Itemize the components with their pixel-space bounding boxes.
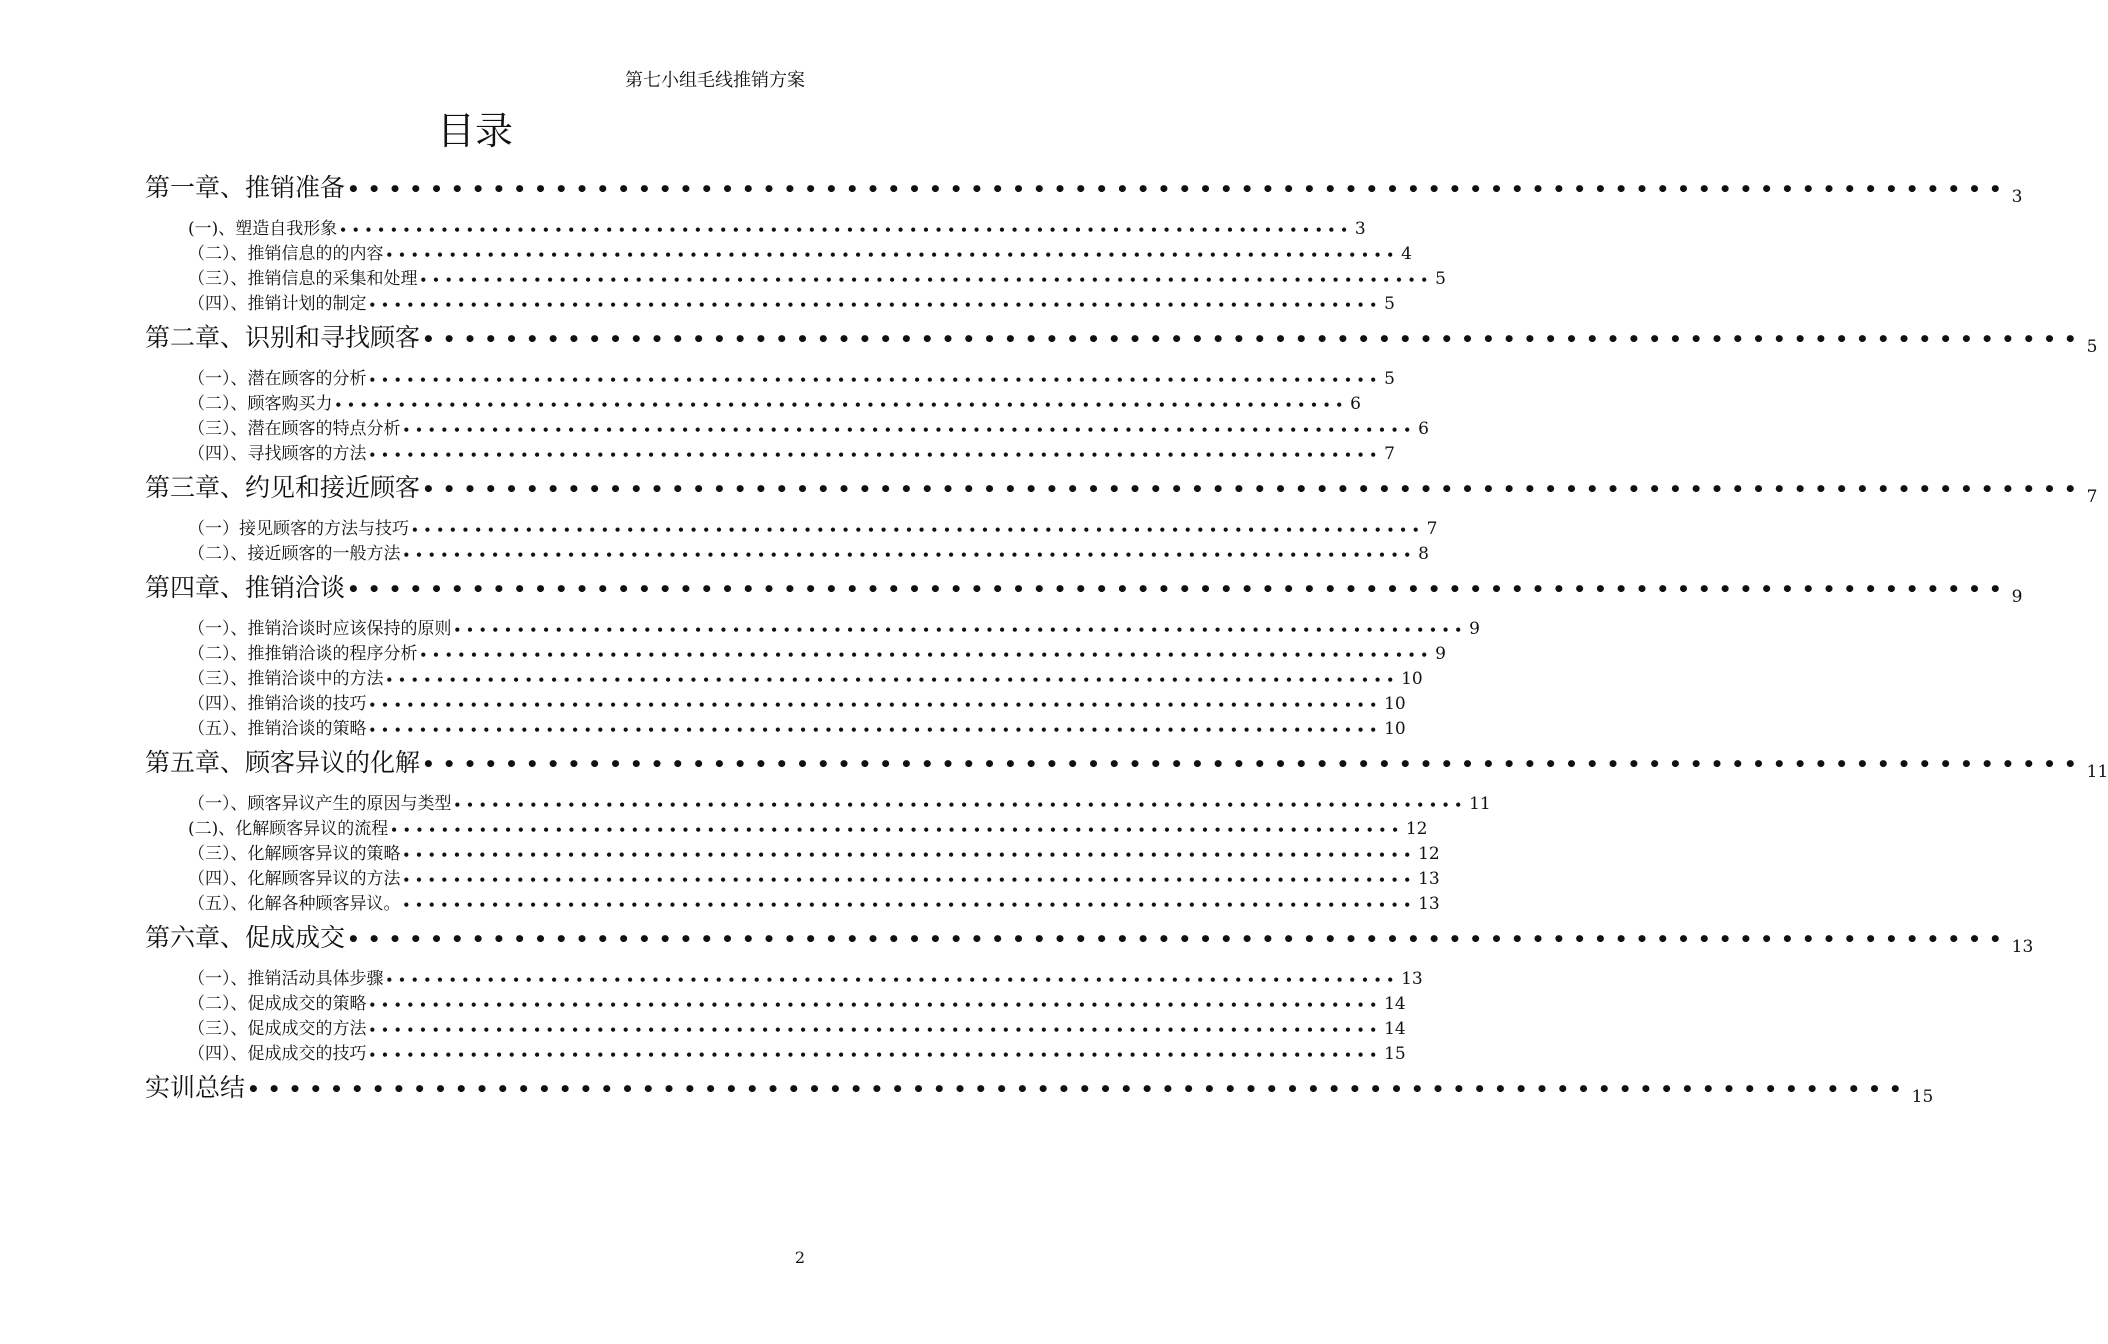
toc-chapter-entry[interactable]: [145, 468, 2098, 507]
toc-leader-dots: ••••••••••••••••••••••••••••••••••••••••••••••••••••••••••••••••••••••••••••••••: [422, 477, 2085, 501]
toc-section-entry[interactable]: [188, 539, 1429, 564]
toc-entry-page: 7: [2086, 487, 2098, 507]
toc-entry-label: （二）、推推销洽谈的程序分析: [188, 644, 418, 664]
toc-leader-dots: ••••••••••••••••••••••••••••••••••••••••••••••••••••••••••••••••••••••••••••••••: [402, 898, 1417, 912]
toc-leader-dots: ••••••••••••••••••••••••••••••••••••••••••••••••••••••••••••••••••••••••••••••••: [385, 973, 1400, 987]
toc-entry-label: （四）、推销计划的制定: [188, 294, 367, 314]
toc-entry-page: 7: [1426, 519, 1438, 539]
toc-entry-page: 4: [1401, 244, 1412, 264]
toc-entry-label: 实训总结: [145, 1073, 246, 1102]
toc-section-entry[interactable]: [188, 439, 1395, 464]
toc-leader-dots: ••••••••••••••••••••••••••••••••••••••••••••••••••••••••••••••••••••••••••••••••: [368, 723, 1383, 737]
toc-leader-dots: ••••••••••••••••••••••••••••••••••••••••••••••••••••••••••••••••••••••••••••••••: [368, 298, 1383, 312]
toc-entry-page: 11: [2086, 762, 2108, 782]
toc-entry-label: 第六章、促成成交: [145, 923, 346, 952]
toc-entry-page: 8: [1418, 544, 1429, 564]
toc-section-entry[interactable]: [188, 789, 1491, 814]
toc-leader-dots: ••••••••••••••••••••••••••••••••••••••••••••••••••••••••••••••••••••••••••••••••: [347, 177, 2010, 201]
toc-section-entry[interactable]: [188, 989, 1406, 1014]
toc-entry-page: 9: [1469, 619, 1480, 639]
toc-entry-label: （二）、促成成交的策略: [188, 994, 367, 1014]
toc-section-entry[interactable]: [188, 889, 1440, 914]
toc-entry-label: （五）、化解各种顾客异议。: [188, 894, 401, 914]
toc-leader-dots: ••••••••••••••••••••••••••••••••••••••••••••••••••••••••••••••••••••••••••••••••: [402, 548, 1417, 562]
toc-section-entry[interactable]: [188, 664, 1423, 689]
toc-entry-page: 12: [1418, 844, 1440, 864]
toc-section-entry[interactable]: [188, 1014, 1406, 1039]
toc-entry-page: 5: [1384, 294, 1395, 314]
toc-entry-page: 10: [1401, 669, 1423, 689]
toc-entry-label: （一）、潜在顾客的分析: [188, 369, 367, 389]
toc-leader-dots: ••••••••••••••••••••••••••••••••••••••••••••••••••••••••••••••••••••••••••••••••: [368, 373, 1383, 387]
toc-entry-page: 3: [2011, 187, 2023, 207]
toc-leader-dots: ••••••••••••••••••••••••••••••••••••••••••••••••••••••••••••••••••••••••••••••••: [368, 1023, 1383, 1037]
running-header: 第七小组毛线推销方案: [625, 70, 805, 91]
toc-entry-label: （五）、推销洽谈的策略: [188, 719, 367, 739]
toc-leader-dots: ••••••••••••••••••••••••••••••••••••••••••••••••••••••••••••••••••••••••••••••••: [422, 327, 2085, 351]
toc-entry-page: 7: [1384, 444, 1395, 464]
toc-section-entry[interactable]: [188, 239, 1412, 264]
toc-leader-dots: ••••••••••••••••••••••••••••••••••••••••••••••••••••••••••••••••••••••••••••••••: [402, 423, 1417, 437]
toc-entry-page: 14: [1384, 1019, 1406, 1039]
toc-entry-page: 5: [1435, 269, 1446, 289]
toc-entry-page: 10: [1384, 719, 1406, 739]
toc-entry-label: （二）、接近顾客的一般方法: [188, 544, 401, 564]
toc-entry-label: （一）、推销洽谈时应该保持的原则: [188, 619, 452, 639]
toc-leader-dots: ••••••••••••••••••••••••••••••••••••••••••••••••••••••••••••••••••••••••••••••••: [390, 823, 1404, 837]
toc-entry-page: 15: [1384, 1044, 1406, 1064]
toc-section-entry[interactable]: [188, 289, 1395, 314]
toc-entry-label: （三）、潜在顾客的特点分析: [188, 419, 401, 439]
toc-entry-label: 第三章、约见和接近顾客: [145, 473, 421, 502]
toc-entry-page: 13: [2011, 937, 2034, 957]
toc-section-entry[interactable]: [188, 689, 1406, 714]
toc-chapter-entry[interactable]: [145, 318, 2098, 357]
toc-entry-label: （一）、推销活动具体步骤: [188, 969, 384, 989]
toc-leader-dots: ••••••••••••••••••••••••••••••••••••••••••••••••••••••••••••••••••••••••••••••••: [453, 798, 1468, 812]
toc-entry-label: (二)、化解顾客异议的流程: [188, 819, 389, 839]
toc-section-entry[interactable]: [188, 389, 1361, 414]
toc-entry-label: （三）、推销洽谈中的方法: [188, 669, 384, 689]
toc-entry-label: （四）、促成成交的技巧: [188, 1044, 367, 1064]
toc-entry-page: 13: [1401, 969, 1423, 989]
toc-entry-label: （三）、促成成交的方法: [188, 1019, 367, 1039]
toc-entry-label: （四）、推销洽谈的技巧: [188, 694, 367, 714]
toc-leader-dots: ••••••••••••••••••••••••••••••••••••••••••••••••••••••••••••••••••••••••••••••••: [422, 752, 2085, 776]
toc-entry-page: 5: [1384, 369, 1395, 389]
toc-entry-page: 5: [2086, 337, 2098, 357]
toc-entry-page: 15: [1911, 1087, 1934, 1107]
toc-entry-label: 第四章、推销洽谈: [145, 573, 346, 602]
toc-leader-dots: ••••••••••••••••••••••••••••••••••••••••••••••••••••••••••••••••••••••••••••••••: [368, 448, 1383, 462]
toc-entry-label: （一）接见顾客的方法与技巧: [188, 519, 409, 539]
toc-entry-label: （二）、推销信息的的内容: [188, 244, 384, 264]
page-title: 目录: [436, 109, 513, 153]
toc-chapter-entry[interactable]: [145, 918, 2034, 957]
toc-leader-dots: ••••••••••••••••••••••••••••••••••••••••••••••••••••••••••••••••••••••••••••••••: [402, 873, 1417, 887]
toc-section-entry[interactable]: [188, 364, 1395, 389]
toc-chapter-entry[interactable]: [145, 568, 2023, 607]
toc-entry-label: （三）、化解顾客异议的策略: [188, 844, 401, 864]
toc-entry-page: 11: [1469, 794, 1491, 814]
toc-section-entry[interactable]: [188, 814, 1428, 839]
toc-entry-page: 6: [1418, 419, 1429, 439]
toc-section-entry[interactable]: [188, 839, 1440, 864]
toc-entry-label: （四）、化解顾客异议的方法: [188, 869, 401, 889]
toc-section-entry[interactable]: [188, 614, 1480, 639]
toc-leader-dots: ••••••••••••••••••••••••••••••••••••••••••••••••••••••••••••••••••••••••••••••••: [347, 927, 2010, 951]
toc-section-entry[interactable]: [188, 214, 1366, 239]
toc-entry-label: （四）、寻找顾客的方法: [188, 444, 367, 464]
toc-leader-dots: ••••••••••••••••••••••••••••••••••••••••••••••••••••••••••••••••••••••••••••••••: [247, 1077, 1910, 1101]
toc-chapter-entry[interactable]: [145, 168, 2023, 207]
toc-leader-dots: ••••••••••••••••••••••••••••••••••••••••••••••••••••••••••••••••••••••••••••••••: [419, 273, 1434, 287]
toc-section-entry[interactable]: [188, 414, 1429, 439]
toc-entry-label: （一）、顾客异议产生的原因与类型: [188, 794, 452, 814]
toc-section-entry[interactable]: [188, 639, 1446, 664]
toc-chapter-entry[interactable]: [145, 1068, 1934, 1107]
toc-entry-page: 13: [1418, 894, 1440, 914]
toc-leader-dots: ••••••••••••••••••••••••••••••••••••••••••••••••••••••••••••••••••••••••••••••••: [385, 248, 1400, 262]
toc-leader-dots: ••••••••••••••••••••••••••••••••••••••••••••••••••••••••••••••••••••••••••••••••: [419, 648, 1434, 662]
toc-leader-dots: ••••••••••••••••••••••••••••••••••••••••••••••••••••••••••••••••••••••••••••••••: [339, 223, 1353, 237]
toc-entry-page: 14: [1384, 994, 1406, 1014]
toc-section-entry[interactable]: [188, 264, 1446, 289]
toc-entry-page: 6: [1350, 394, 1361, 414]
toc-section-entry[interactable]: [188, 964, 1423, 989]
toc-entry-label: （三）、推销信息的采集和处理: [188, 269, 418, 289]
toc-entry-label: 第一章、推销准备: [145, 173, 346, 202]
toc-leader-dots: ••••••••••••••••••••••••••••••••••••••••••••••••••••••••••••••••••••••••••••••••: [402, 848, 1417, 862]
toc-leader-dots: ••••••••••••••••••••••••••••••••••••••••••••••••••••••••••••••••••••••••••••••••: [453, 623, 1468, 637]
toc-leader-dots: ••••••••••••••••••••••••••••••••••••••••••••••••••••••••••••••••••••••••••••••••: [368, 698, 1383, 712]
toc-entry-page: 3: [1354, 219, 1366, 239]
toc-leader-dots: ••••••••••••••••••••••••••••••••••••••••••••••••••••••••••••••••••••••••••••••••: [334, 398, 1349, 412]
toc-section-entry[interactable]: [188, 864, 1440, 889]
toc-leader-dots: ••••••••••••••••••••••••••••••••••••••••••••••••••••••••••••••••••••••••••••••••: [385, 673, 1400, 687]
toc-section-entry[interactable]: [188, 1039, 1406, 1064]
toc-section-entry[interactable]: [188, 514, 1438, 539]
toc-entry-page: 13: [1418, 869, 1440, 889]
toc-entry-label: （二）、顾客购买力: [188, 394, 333, 414]
toc-entry-page: 9: [1435, 644, 1446, 664]
toc-entry-label: 第五章、顾客异议的化解: [145, 748, 421, 777]
toc-section-entry[interactable]: [188, 714, 1406, 739]
toc-chapter-entry[interactable]: [145, 743, 2108, 782]
toc-entry-label: 第二章、识别和寻找顾客: [145, 323, 421, 352]
toc-leader-dots: ••••••••••••••••••••••••••••••••••••••••••••••••••••••••••••••••••••••••••••••••: [411, 523, 1425, 537]
toc-entry-label: (一)、塑造自我形象: [188, 219, 338, 239]
page-number: 2: [794, 1248, 805, 1267]
toc-leader-dots: ••••••••••••••••••••••••••••••••••••••••••••••••••••••••••••••••••••••••••••••••: [347, 577, 2010, 601]
toc-entry-page: 12: [1405, 819, 1428, 839]
toc-leader-dots: ••••••••••••••••••••••••••••••••••••••••••••••••••••••••••••••••••••••••••••••••: [368, 998, 1383, 1012]
toc-leader-dots: ••••••••••••••••••••••••••••••••••••••••••••••••••••••••••••••••••••••••••••••••: [368, 1048, 1383, 1062]
toc-entry-page: 9: [2011, 587, 2023, 607]
toc-entry-page: 10: [1384, 694, 1406, 714]
